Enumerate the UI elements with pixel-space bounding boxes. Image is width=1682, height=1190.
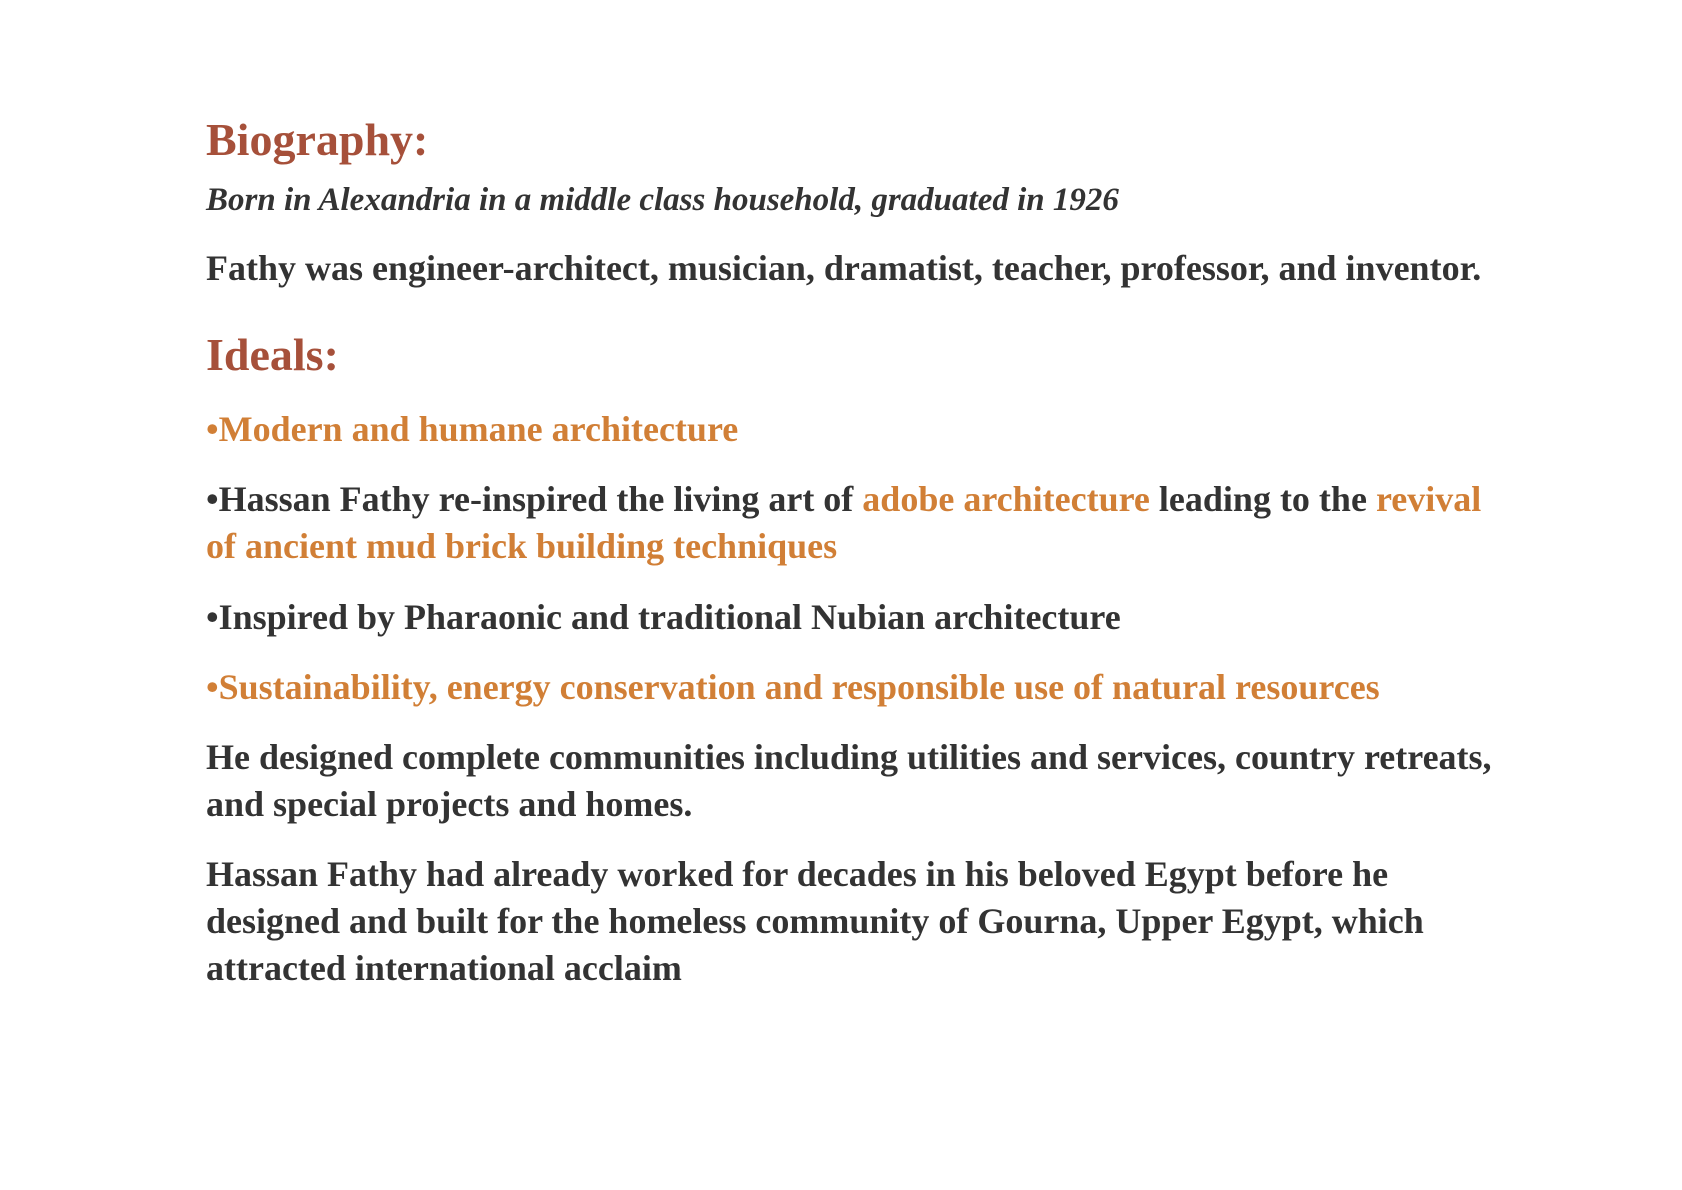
biography-origin-text: Born in Alexandria in a middle class household, graduated in 1926 bbox=[206, 182, 1119, 218]
biography-heading: Biography: bbox=[206, 114, 429, 165]
ideals-heading: Ideals: bbox=[206, 329, 339, 380]
ideal-text-segment: leading to the bbox=[1149, 479, 1376, 519]
ideal-item-modern-humane: •Modern and humane architecture bbox=[206, 409, 739, 449]
gourna-paragraph: Hassan Fathy had already worked for decades in his beloved Egypt before he designed and built for the homeless community of Gourna, Upper Egypt, which attracted international acclaim bbox=[206, 854, 1424, 988]
ideal-text-segment: •Hassan Fathy re-inspired the living art of bbox=[206, 479, 863, 519]
slide-content bbox=[206, 114, 1496, 992]
ideal-highlight-mud-brick: revival of ancient mud brick building techniques bbox=[206, 479, 1482, 566]
ideal-item-sustainability: •Sustainability, energy conservation and responsible use of natural resources bbox=[206, 667, 1380, 707]
ideal-item-pharaonic-nubian: •Inspired by Pharaonic and traditional Nubian architecture bbox=[206, 597, 1121, 637]
ideal-item-adobe-revival bbox=[206, 476, 1496, 570]
communities-paragraph: He designed complete communities including utilities and services, country retreats, and special projects and homes. bbox=[206, 737, 1492, 824]
biography-roles-text: Fathy was engineer-architect, musician, dramatist, teacher, professor, and inventor. bbox=[206, 248, 1482, 288]
ideal-highlight-adobe: adobe architecture bbox=[862, 479, 1150, 519]
